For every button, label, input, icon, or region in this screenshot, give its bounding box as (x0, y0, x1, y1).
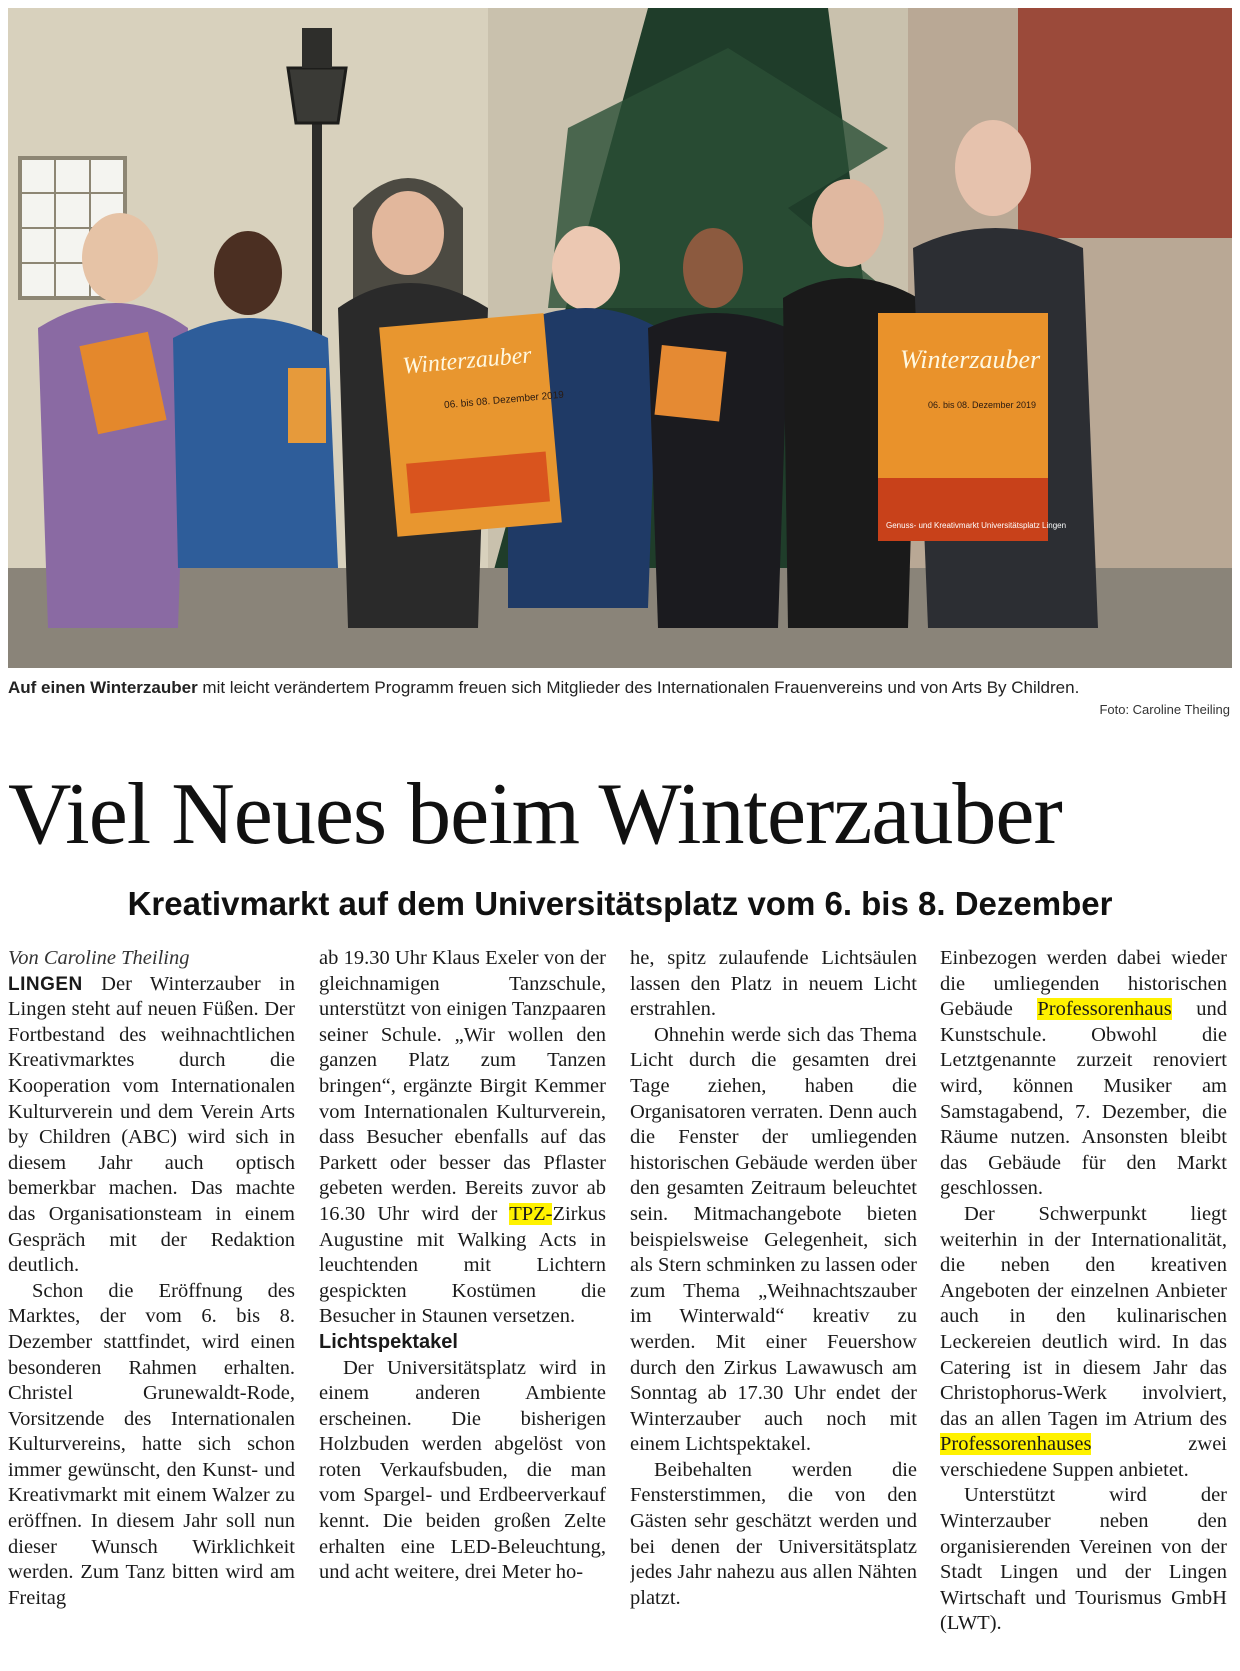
paragraph: Unterstützt wird der Winterzauber neben den organisierenden Vereinen von der Stadt Lingen und der Lingen Wirtschaft und Tourismus GmbH (LWT). (940, 1484, 1227, 1635)
paragraph (940, 1202, 1227, 1484)
paragraph (8, 972, 295, 1279)
paragraph: Ohnehin werde sich das Thema Licht durch die gesamten drei Tage ziehen, haben die Organisatoren verraten. Denn auch die Fenster der umliegenden historischen Gebäude werden über den gesamten Zeitraum beleuchtet sein. Mitmachangebote bieten beispielsweise Gelegenheit, sich als Stern schminken zu lassen oder zum Thema „Weihnachtszauber im Winterwald“ kreativ zu werden. Mit einer Feuershow durch den Zirkus Lawawusch am Sonntag ab 17.30 Uhr endet der Winterzauber auch noch mit einem Lichtspektakel. (630, 1023, 917, 1456)
highlight: Professorenhaus (1037, 998, 1172, 1021)
paragraph: Der Universitätsplatz wird in einem anderen Ambiente erscheinen. Die bisherigen Holzbuden werden abgelöst von roten Verkaufsbuden, die man vom Spargel- und Erdbeerverkauf kennt. Die beiden großen Zelte erhalten eine LED-Beleuchtung, und acht weitere, drei Meter ho- (319, 1356, 606, 1584)
paragraph: he, spitz zulaufende Lichtsäulen lassen den Platz in neuem Licht erstrahlen. (630, 947, 917, 1021)
poster-left-title: Winterzauber (401, 342, 533, 380)
article-column-2 (319, 946, 606, 1664)
article-column-3 (630, 946, 917, 1664)
caption-lead: Auf einen Winterzauber (8, 678, 198, 697)
highlight: TPZ- (509, 1202, 553, 1225)
headline: Viel Neues beim Winterzauber (8, 766, 1062, 863)
poster-left (379, 313, 565, 537)
subheadline: Kreativmarkt auf dem Universitätsplatz vom 6. bis 8. Dezember (127, 885, 1113, 922)
byline: Von Caroline Theiling (8, 947, 190, 969)
poster-right-footer: Genuss- und Kreativmarkt Universitätsplatz Lingen (886, 521, 1067, 530)
paragraph: Schon die Eröffnung des Marktes, der vom 6. bis 8. Dezember stattfindet, wird einen besonderen Rahmen erhalten. Christel Grunewaldt-Rode, Vorsitzende des Internationalen Kulturvereins, hatte sich schon immer gewünscht, den Kunst- und Kreativmarkt mit einem Walzer zu eröffnen. In diesem Jahr soll nun dieser Wunsch Wirklichkeit werden. Zum Tanz bitten wird am Freitag (8, 1279, 295, 1609)
article-column-1 (8, 946, 295, 1664)
paragraph-text: Der Schwerpunkt liegt weiterhin in der Internationalität, die neben den kreativen Angeboten der einzelnen Anbieter auch in den kulinarischen Leckereien deutlich wird. In das Catering ist in diesem Jahr das Christophorus-Werk involviert, das an allen Tagen im Atrium des (940, 1202, 1227, 1430)
poster-right-title: Winterzauber (900, 345, 1041, 374)
paragraph-text: zwei verschiedene Suppen anbietet. (940, 1433, 1227, 1481)
photo-caption (8, 676, 1232, 699)
caption-text: mit leicht verändertem Programm freuen sich Mitglieder des Internationalen Frauenvereins und von Arts By Children. (197, 678, 1080, 697)
paragraph: Beibehalten werden die Fensterstimmen, die von den Gästen sehr geschätzt werden und bei denen der Universitätsplatz jedes Jahr nahezu aus allen Nähten platzt. (630, 1458, 917, 1609)
paragraph-text: Zirkus Augustine mit Walking Acts in leuchtenden mit Lichtern gespickten Kostümen die Besucher in Staunen versetzen. (319, 1202, 606, 1328)
article-photo (8, 8, 1232, 668)
dateline: LINGEN (8, 973, 83, 995)
paragraph (940, 946, 1227, 1202)
photo-illustration (8, 8, 1232, 668)
photo-credit: Foto: Caroline Theiling (1099, 702, 1230, 717)
highlight: Professorenhauses (940, 1433, 1092, 1456)
paragraph-text: Einbezogen werden dabei wieder die umliegenden historischen Gebäude (940, 947, 1227, 1021)
poster-right (878, 313, 1066, 541)
paragraph (319, 946, 606, 1330)
section-subtitle: Lichtspektakel (319, 1330, 458, 1353)
article-column-4 (940, 946, 1227, 1664)
poster-left-dates: 06. bis 08. Dezember 2019 (443, 389, 565, 412)
paragraph-text: und Kunstschule. Obwohl die Letztgenannte zurzeit renoviert wird, können Musiker am Samstagabend, 7. Dezember, die Räume nutzen. Ansonsten bleibt das Gebäude für den Markt geschlossen. (940, 998, 1227, 1200)
poster-right-dates: 06. bis 08. Dezember 2019 (928, 400, 1037, 410)
paragraph-text: ab 19.30 Uhr Klaus Exeler von der gleichnamigen Tanzschule, unterstützt von einigen Tanzpaaren seiner Schule. „Wir wollen den ganzen Platz zum Tanzen bringen“, ergänzte Birgit Kemmer vom Internationalen Kulturverein, dass Besucher ebenfalls auf das Parkett oder besser das Pflaster gebeten werden. Bereits zuvor ab 16.30 Uhr wird der (319, 947, 606, 1225)
paragraph-text: Der Winterzauber in Lingen steht auf neuen Füßen. Der Fortbestand des weihnachtlichen Kreativmarktes durch die Kooperation vom Internationalen Kulturverein und dem Verein Arts by Children (ABC) wird sich in diesem Jahr auch optisch bemerkbar machen. Das machte das Organisationsteam in einem Gespräch mit der Redaktion deutlich. (8, 972, 295, 1277)
